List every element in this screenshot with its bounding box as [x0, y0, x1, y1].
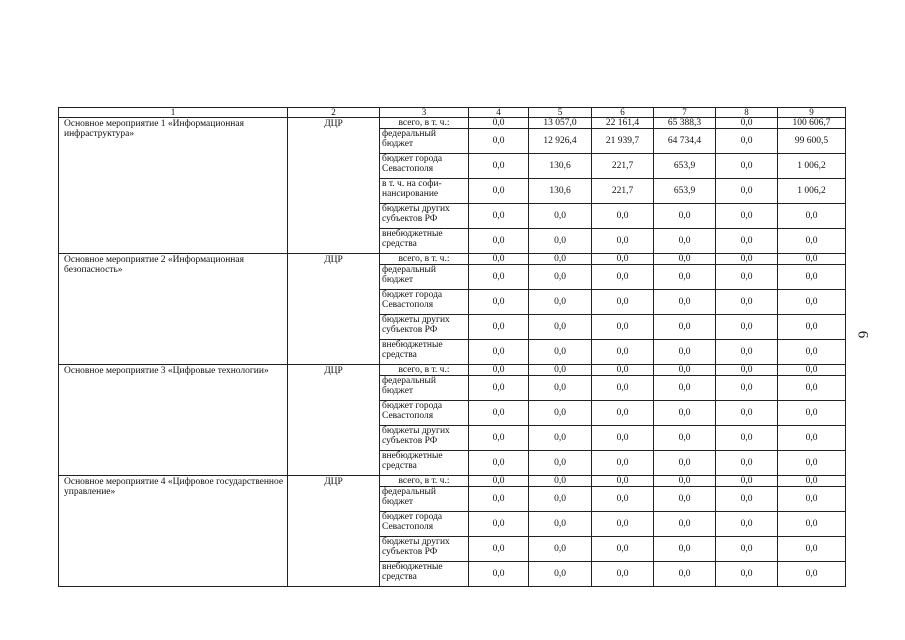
- amount-cell: 65 388,3: [654, 118, 716, 129]
- amount-cell: 64 734,4: [654, 129, 716, 154]
- amount-cell: 0,0: [592, 487, 654, 512]
- amount-cell: 0,0: [654, 376, 716, 401]
- amount-cell: 0,0: [778, 265, 846, 290]
- amount-cell: 0,0: [469, 265, 529, 290]
- amount-cell: 0,0: [469, 118, 529, 129]
- amount-cell: 0,0: [778, 290, 846, 315]
- amount-cell: 221,7: [592, 154, 654, 179]
- activity-name: Основное мероприятие 3 «Цифровые технологии»: [59, 365, 288, 476]
- amount-cell: 0,0: [469, 512, 529, 537]
- amount-cell: 0,0: [716, 118, 778, 129]
- amount-cell: 22 161,4: [592, 118, 654, 129]
- amount-cell: 0,0: [778, 254, 846, 265]
- funding-source: бюджеты других субъектов РФ: [380, 204, 469, 229]
- amount-cell: 0,0: [654, 290, 716, 315]
- funding-source: федеральный бюджет: [380, 487, 469, 512]
- amount-cell: 0,0: [654, 451, 716, 476]
- amount-cell: 0,0: [716, 179, 778, 204]
- activity-name: Основное мероприятие 4 «Цифровое государственное управление»: [59, 476, 288, 587]
- column-header: 4: [469, 108, 529, 118]
- amount-cell: 0,0: [716, 451, 778, 476]
- amount-cell: 0,0: [778, 315, 846, 340]
- amount-cell: 0,0: [529, 315, 592, 340]
- activity-name: Основное мероприятие 2 «Информационная безопасность»: [59, 254, 288, 365]
- amount-cell: 0,0: [716, 154, 778, 179]
- funding-source: внебюджетные средства: [380, 229, 469, 254]
- amount-cell: 0,0: [529, 487, 592, 512]
- column-header: 1: [59, 108, 288, 118]
- amount-cell: 0,0: [654, 537, 716, 562]
- amount-cell: 0,0: [716, 476, 778, 487]
- funding-source: бюджет города Севастополя: [380, 401, 469, 426]
- amount-cell: 0,0: [592, 365, 654, 376]
- amount-cell: 1 006,2: [778, 179, 846, 204]
- amount-cell: 0,0: [654, 265, 716, 290]
- amount-cell: 0,0: [469, 315, 529, 340]
- amount-cell: 0,0: [529, 229, 592, 254]
- amount-cell: 0,0: [469, 376, 529, 401]
- amount-cell: 0,0: [654, 476, 716, 487]
- column-header: 8: [716, 108, 778, 118]
- amount-cell: 130,6: [529, 179, 592, 204]
- amount-cell: 221,7: [592, 179, 654, 204]
- amount-cell: 0,0: [592, 476, 654, 487]
- amount-cell: 0,0: [529, 265, 592, 290]
- funding-source: внебюджетные средства: [380, 340, 469, 365]
- amount-cell: 0,0: [592, 340, 654, 365]
- amount-cell: 0,0: [654, 512, 716, 537]
- amount-cell: 0,0: [778, 426, 846, 451]
- amount-cell: 99 600,5: [778, 129, 846, 154]
- funding-source: в т. ч. на софи-нансирование: [380, 179, 469, 204]
- page-number: 6: [854, 330, 871, 339]
- amount-cell: 0,0: [469, 537, 529, 562]
- amount-cell: 0,0: [654, 254, 716, 265]
- amount-cell: 0,0: [469, 204, 529, 229]
- amount-cell: 0,0: [716, 401, 778, 426]
- amount-cell: 0,0: [716, 340, 778, 365]
- amount-cell: 0,0: [778, 376, 846, 401]
- amount-cell: 0,0: [778, 340, 846, 365]
- amount-cell: 130,6: [529, 154, 592, 179]
- amount-cell: 0,0: [592, 562, 654, 587]
- funding-source: бюджет города Севастополя: [380, 512, 469, 537]
- amount-cell: 0,0: [469, 426, 529, 451]
- funding-source: федеральный бюджет: [380, 129, 469, 154]
- funding-source: всего, в т. ч.:: [380, 365, 469, 376]
- amount-cell: 0,0: [654, 426, 716, 451]
- column-header: 7: [654, 108, 716, 118]
- amount-cell: 0,0: [469, 340, 529, 365]
- amount-cell: 0,0: [654, 487, 716, 512]
- amount-cell: 0,0: [716, 290, 778, 315]
- amount-cell: 0,0: [592, 204, 654, 229]
- amount-cell: 21 939,7: [592, 129, 654, 154]
- funding-source: внебюджетные средства: [380, 562, 469, 587]
- amount-cell: 0,0: [716, 487, 778, 512]
- amount-cell: 0,0: [529, 537, 592, 562]
- amount-cell: 0,0: [529, 451, 592, 476]
- amount-cell: 0,0: [529, 376, 592, 401]
- amount-cell: 0,0: [716, 376, 778, 401]
- amount-cell: 0,0: [654, 315, 716, 340]
- amount-cell: 0,0: [592, 451, 654, 476]
- funding-source: всего, в т. ч.:: [380, 254, 469, 265]
- amount-cell: 0,0: [529, 426, 592, 451]
- table-row: [59, 365, 846, 376]
- amount-cell: 0,0: [716, 265, 778, 290]
- amount-cell: 0,0: [592, 315, 654, 340]
- amount-cell: 0,0: [716, 537, 778, 562]
- funding-source: бюджеты других субъектов РФ: [380, 426, 469, 451]
- amount-cell: 0,0: [716, 229, 778, 254]
- amount-cell: 0,0: [469, 154, 529, 179]
- executor: ДЦР: [288, 476, 380, 587]
- amount-cell: 0,0: [716, 129, 778, 154]
- amount-cell: 0,0: [469, 451, 529, 476]
- column-header: 5: [529, 108, 592, 118]
- funding-source: федеральный бюджет: [380, 376, 469, 401]
- amount-cell: 0,0: [529, 476, 592, 487]
- amount-cell: 0,0: [469, 401, 529, 426]
- amount-cell: 0,0: [778, 204, 846, 229]
- amount-cell: 0,0: [778, 487, 846, 512]
- table-row: [59, 476, 846, 487]
- column-number-row: [59, 108, 846, 118]
- amount-cell: 0,0: [716, 204, 778, 229]
- amount-cell: 0,0: [592, 426, 654, 451]
- table-row: [59, 254, 846, 265]
- amount-cell: 0,0: [778, 537, 846, 562]
- amount-cell: 0,0: [592, 229, 654, 254]
- amount-cell: 0,0: [592, 401, 654, 426]
- table-row: [59, 118, 846, 129]
- amount-cell: 0,0: [529, 204, 592, 229]
- amount-cell: 0,0: [529, 340, 592, 365]
- amount-cell: 0,0: [778, 401, 846, 426]
- amount-cell: 0,0: [778, 476, 846, 487]
- executor: ДЦР: [288, 118, 380, 254]
- amount-cell: 0,0: [529, 254, 592, 265]
- amount-cell: 0,0: [469, 562, 529, 587]
- amount-cell: 0,0: [716, 315, 778, 340]
- amount-cell: 0,0: [529, 290, 592, 315]
- amount-cell: 12 926,4: [529, 129, 592, 154]
- amount-cell: 0,0: [592, 376, 654, 401]
- column-header: 2: [288, 108, 380, 118]
- amount-cell: 0,0: [469, 254, 529, 265]
- funding-source: бюджеты других субъектов РФ: [380, 315, 469, 340]
- column-header: 9: [778, 108, 846, 118]
- executor: ДЦР: [288, 365, 380, 476]
- amount-cell: 0,0: [654, 229, 716, 254]
- amount-cell: 0,0: [469, 129, 529, 154]
- funding-source: бюджет города Севастополя: [380, 154, 469, 179]
- amount-cell: 0,0: [529, 512, 592, 537]
- amount-cell: 0,0: [592, 265, 654, 290]
- amount-cell: 0,0: [469, 487, 529, 512]
- amount-cell: 0,0: [778, 365, 846, 376]
- amount-cell: 0,0: [469, 179, 529, 204]
- amount-cell: 13 057,0: [529, 118, 592, 129]
- amount-cell: 0,0: [654, 562, 716, 587]
- amount-cell: 0,0: [654, 204, 716, 229]
- table-body: [59, 118, 846, 587]
- amount-cell: 0,0: [469, 290, 529, 315]
- amount-cell: 100 606,7: [778, 118, 846, 129]
- amount-cell: 0,0: [529, 562, 592, 587]
- amount-cell: 653,9: [654, 179, 716, 204]
- amount-cell: 0,0: [716, 426, 778, 451]
- funding-source: всего, в т. ч.:: [380, 476, 469, 487]
- amount-cell: 0,0: [654, 401, 716, 426]
- amount-cell: 0,0: [592, 537, 654, 562]
- funding-source: федеральный бюджет: [380, 265, 469, 290]
- activity-name: Основное мероприятие 1 «Информационная инфраструктура»: [59, 118, 288, 254]
- funding-source: всего, в т. ч.:: [380, 118, 469, 129]
- amount-cell: 0,0: [469, 365, 529, 376]
- column-header: 6: [592, 108, 654, 118]
- funding-table: [58, 107, 846, 587]
- amount-cell: 0,0: [716, 365, 778, 376]
- amount-cell: 0,0: [716, 512, 778, 537]
- amount-cell: 653,9: [654, 154, 716, 179]
- amount-cell: 0,0: [654, 340, 716, 365]
- amount-cell: 1 006,2: [778, 154, 846, 179]
- funding-source: внебюджетные средства: [380, 451, 469, 476]
- amount-cell: 0,0: [716, 562, 778, 587]
- amount-cell: 0,0: [654, 365, 716, 376]
- amount-cell: 0,0: [529, 365, 592, 376]
- amount-cell: 0,0: [592, 512, 654, 537]
- amount-cell: 0,0: [469, 229, 529, 254]
- amount-cell: 0,0: [716, 254, 778, 265]
- amount-cell: 0,0: [592, 254, 654, 265]
- column-header: 3: [380, 108, 469, 118]
- amount-cell: 0,0: [778, 451, 846, 476]
- executor: ДЦР: [288, 254, 380, 365]
- amount-cell: 0,0: [469, 476, 529, 487]
- funding-source: бюджет города Севастополя: [380, 290, 469, 315]
- amount-cell: 0,0: [592, 290, 654, 315]
- funding-source: бюджеты других субъектов РФ: [380, 537, 469, 562]
- amount-cell: 0,0: [778, 562, 846, 587]
- amount-cell: 0,0: [778, 229, 846, 254]
- amount-cell: 0,0: [778, 512, 846, 537]
- amount-cell: 0,0: [529, 401, 592, 426]
